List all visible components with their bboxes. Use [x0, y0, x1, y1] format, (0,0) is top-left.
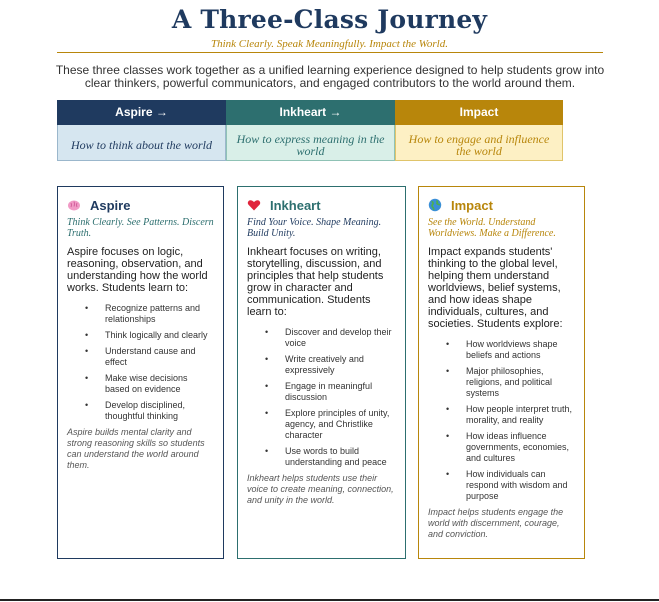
path-column-impact [395, 100, 563, 161]
list-item: • Recognize patterns and relationships [85, 303, 201, 324]
list-item: • Think logically and clearly [85, 330, 208, 340]
list-item: • Major philosophies, religions, and political systems [446, 366, 553, 398]
page-subtitle: Think Clearly. Speak Meaningfully. Impact the World. [211, 38, 448, 50]
card-aspire [57, 186, 224, 559]
card-title-inkheart: Inkheart [270, 197, 321, 213]
list-item: • How people interpret truth, morality, and reality [446, 404, 573, 425]
card-description-inkheart: Inkheart focuses on writing, storytelling, discussion, and principles that help students grow in character and communication. Students learn to: [247, 246, 384, 318]
globe-icon [428, 198, 442, 212]
list-item: • How worldviews shape beliefs and actions [446, 339, 558, 360]
path-header-impact: Impact [395, 100, 563, 125]
list-item: • Understand cause and effect [85, 346, 196, 367]
card-footer-impact: Impact helps students engage the world with discernment, courage, and conviction. [428, 507, 564, 539]
card-inkheart [237, 186, 406, 559]
path-column-aspire [57, 100, 226, 161]
list-item: • Write creatively and expressively [265, 354, 364, 375]
page-title: A Three-Class Journey [171, 5, 488, 34]
card-impact [418, 186, 585, 559]
path-header-inkheart: Inkheart → [226, 100, 395, 125]
card-list-impact [446, 339, 575, 502]
list-item: • Discover and develop their voice [265, 327, 392, 348]
path-description-aspire: How to think about the world [57, 125, 226, 161]
card-description-impact: Impact expands students' thinking to the global level, helping them understand worldviews, belief systems, and how ideas shape individuals, cultures, and societies. Students explore: [428, 246, 563, 330]
path-description-inkheart: How to express meaning in the world [226, 125, 395, 161]
card-footer-inkheart: Inkheart helps students use their voice to create meaning, connection, and unity in the world. [247, 473, 394, 505]
path-header-aspire: Aspire → [57, 100, 226, 125]
list-item: • Use words to build understanding and peace [265, 446, 387, 467]
page-bottom-divider [0, 599, 659, 601]
list-item: • Engage in meaningful discussion [265, 381, 373, 402]
path-description-impact: How to engage and influence the world [395, 125, 563, 161]
path-column-inkheart [226, 100, 395, 161]
card-title-impact: Impact [451, 197, 493, 213]
brain-icon [67, 198, 81, 212]
card-header-inkheart [247, 197, 396, 213]
card-footer-aspire: Aspire builds mental clarity and strong reasoning skills so students can understand the world around them. [67, 427, 205, 470]
list-item: • Develop disciplined, thoughtful thinking [85, 400, 186, 421]
journey-path-table [57, 100, 563, 161]
card-header-aspire [67, 197, 214, 213]
heart-icon [247, 198, 261, 212]
card-header-impact [428, 197, 575, 213]
title-divider [57, 52, 603, 53]
list-item: • How ideas influence governments, economies, and cultures [446, 431, 570, 463]
list-item: • How individuals can respond with wisdom and purpose [446, 469, 568, 501]
card-list-aspire [85, 303, 214, 422]
list-item: • Explore principles of unity, agency, and Christlike character [265, 408, 390, 440]
card-title-aspire: Aspire [90, 197, 131, 213]
card-description-aspire: Aspire focuses on logic, reasoning, observation, and understanding how the world works. Students learn to: [67, 246, 208, 294]
card-tagline-inkheart: Find Your Voice. Shape Meaning. Build Unity. [247, 217, 382, 239]
card-list-inkheart [265, 327, 396, 468]
intro-paragraph: These three classes work together as a unified learning experience designed to help students grow into clear thinkers, powerful communicators, and engaged contributors to the world around them. [55, 63, 605, 90]
card-tagline-aspire: Think Clearly. See Patterns. Discern Truth. [67, 217, 214, 239]
card-tagline-impact: See the World. Understand Worldviews. Make a Difference. [428, 217, 556, 239]
list-item: • Make wise decisions based on evidence [85, 373, 188, 394]
